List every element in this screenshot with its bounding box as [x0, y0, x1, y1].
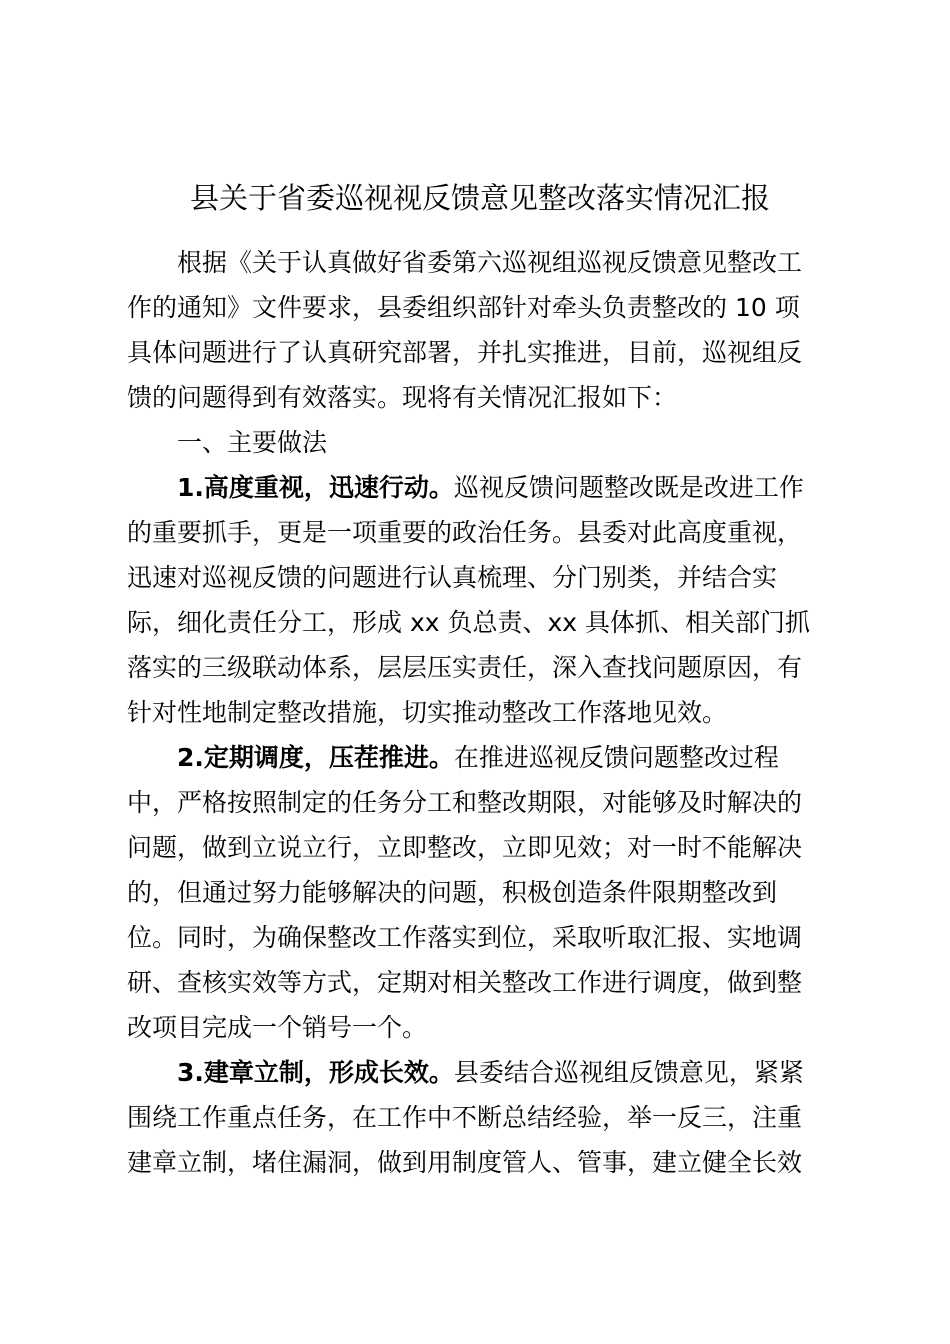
item1-first-line [127, 465, 827, 510]
item1-text: 巡视反馈问题整改既是改进工作 [453, 473, 804, 502]
document-body [127, 240, 827, 1185]
intro-line: 馈的问题得到有效落实。现将有关情况汇报如下： [127, 383, 678, 412]
item1-heading: 1.高度重视，迅速行动。 [177, 473, 454, 502]
section-heading: 一、主要做法 [177, 428, 328, 457]
item1-line: 落实的三级联动体系，层层压实责任，深入查找问题原因，有 [127, 653, 803, 682]
item3-line: 围绕工作重点任务，在工作中不断总结经验，举一反三，注重 [127, 1103, 803, 1132]
intro-line: 作的通知》文件要求，县委组织部针对牵头负责整改的 10 项 [127, 293, 800, 322]
item2-line: 位。同时，为确保整改工作落实到位，采取听取汇报、实地调 [127, 923, 803, 952]
item2-text: 在推进巡视反馈问题整改过程 [453, 743, 779, 772]
item2-line: 的，但通过努力能够解决的问题，积极创造条件限期整改到 [127, 878, 778, 907]
intro-line: 根据《关于认真做好省委第六巡视组巡视反馈意见整改工 [177, 248, 803, 277]
item1-line: 迅速对巡视反馈的问题进行认真梳理、分门别类，并结合实 [127, 563, 778, 592]
item2-line: 研、查核实效等方式，定期对相关整改工作进行调度，做到整 [127, 968, 803, 997]
item1-line: 际，细化责任分工，形成 xx 负总责、xx 具体抓、相关部门抓 [127, 608, 811, 637]
item3-line: 建章立制，堵住漏洞，做到用制度管人、管事，建立健全长效 [127, 1148, 803, 1177]
item2-line: 问题，做到立说立行，立即整改，立即见效；对一时不能解决 [127, 833, 803, 862]
document-title: 县关于省委巡视视反馈意见整改落实情况汇报 [189, 181, 770, 215]
item2-first-line [127, 735, 827, 780]
item2-heading: 2.定期调度，压茬推进。 [177, 743, 454, 772]
item3-text: 县委结合巡视组反馈意见，紧紧 [453, 1058, 804, 1087]
item3-heading: 3.建章立制，形成长效。 [177, 1058, 454, 1087]
item1-line: 的重要抓手，更是一项重要的政治任务。县委对此高度重视， [127, 518, 803, 547]
item2-line: 改项目完成一个销号一个。 [127, 1013, 428, 1042]
item3-first-line [127, 1050, 827, 1095]
item1-line: 针对性地制定整改措施，切实推动整改工作落地见效。 [127, 698, 728, 727]
item2-line: 中，严格按照制定的任务分工和整改期限，对能够及时解决的 [127, 788, 803, 817]
intro-line: 具体问题进行了认真研究部署，并扎实推进，目前，巡视组反 [127, 338, 803, 367]
